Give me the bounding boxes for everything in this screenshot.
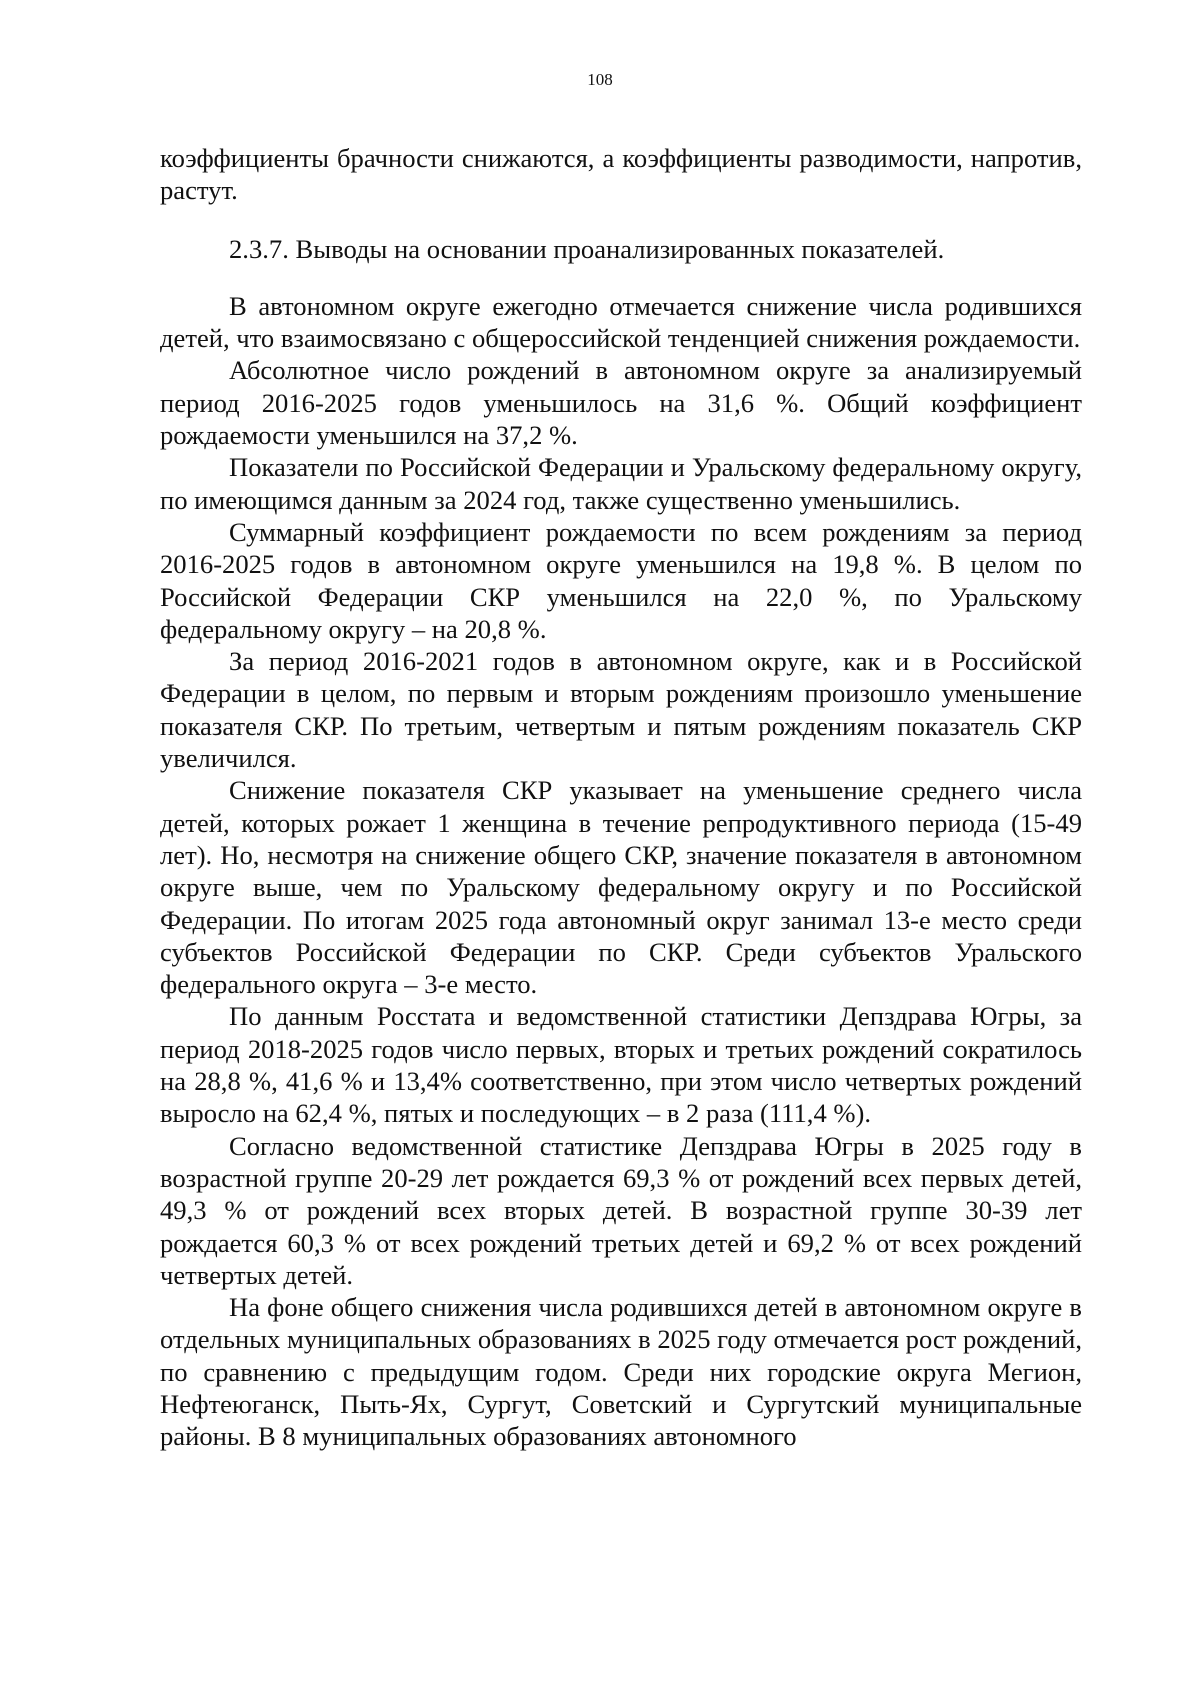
paragraph: По данным Росстата и ведомственной статистики Депздрава Югры, за период 2018-2025 годов число первых, вторых и третьих рождений сократилось на 28,8 %, 41,6 % и 13,4% соответственно, при этом число четвертых рождений выросло на 62,4 %, пятых и последующих – в 2 раза (111,4 %). [160,1001,1082,1129]
paragraph: Показатели по Российской Федерации и Уральскому федеральному округу, по имеющимся данным за 2024 год, также существенно уменьшились. [160,452,1082,515]
section-heading: 2.3.7. Выводы на основании проанализированных показателей. [229,233,945,264]
paragraph: В автономном округе ежегодно отмечается снижение числа родившихся детей, что взаимосвязано с общероссийской тенденцией снижения рождаемости. [160,290,1082,354]
paragraph: Снижение показателя СКР указывает на уменьшение среднего числа детей, которых рожает 1 женщина в течение репродуктивного периода (15-49 лет). Но, несмотря на снижение общего СКР, значение показателя в автономном округе выше, чем по Уральскому федеральному округу и по Российской Федерации. По итогам 2025 года автономный округ занимал 13-е место среди субъектов Российской Федерации по СКР. Среди субъектов Уральского федерального округа – 3-е место. [160,775,1082,1000]
paragraph: На фоне общего снижения числа родившихся детей в автономном округе в отдельных муниципальных образованиях в 2025 году отмечается рост рождений, по сравнению с предыдущим годом. Среди них городские округа Мегион, Нефтеюганск, Пыть-Ях, Сургут, Советский и Сургутский муниципальные районы. В 8 муниципальных образованиях автономного [160,1292,1082,1452]
document-body [160,142,1082,1453]
paragraph: Согласно ведомственной статистике Депздрава Югры в 2025 году в возрастной группе 20-29 лет рождается 69,3 % от рождений всех первых детей, 49,3 % от рождений всех вторых детей. В возрастной группе 30-39 лет рождается 60,3 % от всех рождений третьих детей и 69,2 % от всех рождений четвертых детей. [160,1130,1082,1290]
paragraph: За период 2016-2021 годов в автономном округе, как и в Российской Федерации в целом, по первым и вторым рождениям произошло уменьшение показателя СКР. По третьим, четвертым и пятым рождениям показатель СКР увеличился. [160,646,1082,774]
page-number: 108 [587,70,613,89]
paragraph-continuation: коэффициенты брачности снижаются, а коэффициенты разводимости, напротив, растут. [160,143,1082,206]
paragraph: Абсолютное число рождений в автономном округе за анализируемый период 2016-2025 годов уменьшилось на 31,6 %. Общий коэффициент рождаемости уменьшился на 37,2 %. [160,355,1082,451]
paragraph: Суммарный коэффициент рождаемости по всем рождениям за период 2016-2025 годов в автономном округе уменьшился на 19,8 %. В целом по Российской Федерации СКР уменьшился на 22,0 %, по Уральскому федеральному округу – на 20,8 %. [160,516,1082,644]
